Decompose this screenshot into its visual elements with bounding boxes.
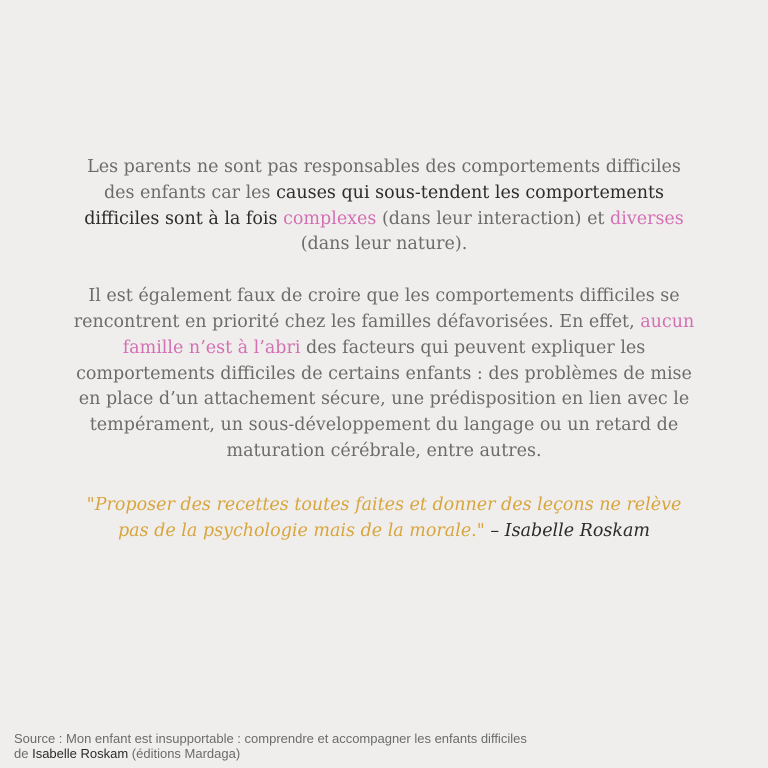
paragraph1-text-2: (dans leur interaction) et xyxy=(376,208,611,229)
paragraph1-text-3: (dans leur nature). xyxy=(300,234,468,255)
paragraph-responsibility xyxy=(70,155,698,258)
quote-block xyxy=(70,493,698,545)
source-line-1: Source : Mon enfant est insupportable : comprendre et accompagner les enfants difficiles xyxy=(14,731,527,746)
source-prefix: de xyxy=(14,746,33,761)
quote-author: – Isabelle Roskam xyxy=(484,520,650,541)
source-author: Isabelle Roskam xyxy=(32,746,129,761)
paragraph2-text-2: des facteurs qui peuvent expliquer les comportements difficiles de certains enfants : des problèmes de mise en place d’un attachement sécure, une prédisposition en lien avec le tempérament, un sous-développement du langage ou un retard de maturation cérébrale, entre autres. xyxy=(76,337,692,461)
paragraph2-text: Il est également faux de croire que les comportements difficiles se rencontrent en priorité chez les familles défavorisées. En effet, xyxy=(73,286,680,332)
highlight-diverses: diverses xyxy=(610,208,684,229)
paragraph-families xyxy=(70,284,698,465)
source-publisher: (éditions Mardaga) xyxy=(128,746,241,761)
quote-text: "Proposer des recettes toutes faites et donner des leçons ne relève pas de la psychologie mais de la morale." xyxy=(86,494,682,541)
highlight-complexes: complexes xyxy=(283,208,377,229)
paragraph1-emphasis: causes qui sous-tendent les comportements difficiles sont à la fois xyxy=(84,182,665,229)
source-citation xyxy=(14,731,527,761)
paragraph1-text: Les parents ne sont pas responsables des comportements difficiles des enfants car les xyxy=(87,157,681,203)
main-text-block xyxy=(70,155,698,562)
source-line-2 xyxy=(14,746,527,761)
highlight-aucun-famille: aucun famille n’est à l’abri xyxy=(122,311,695,358)
